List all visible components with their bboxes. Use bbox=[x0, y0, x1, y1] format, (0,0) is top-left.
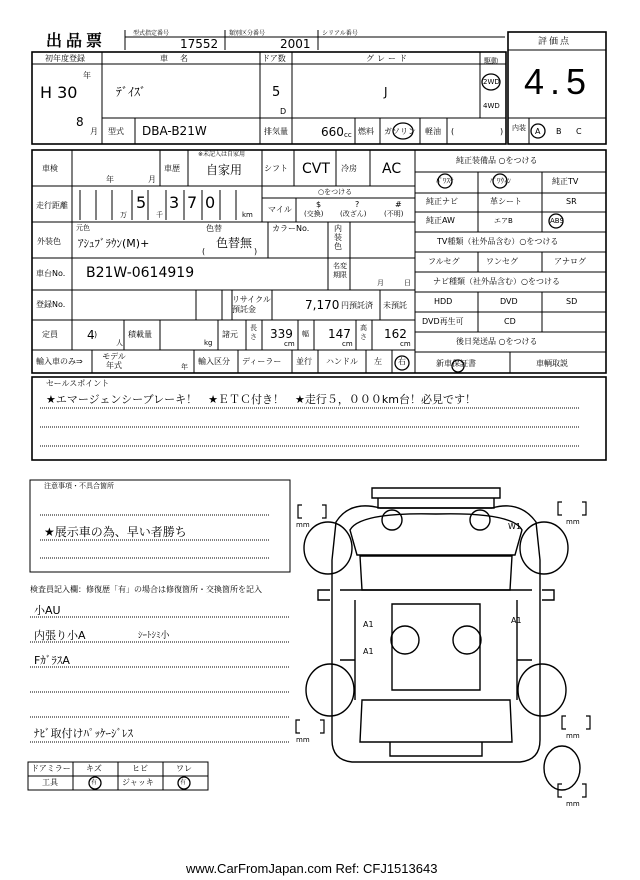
height-unit: cm bbox=[400, 340, 411, 348]
watermark: www.CarFromJapan.com Ref: CFJ1513643 bbox=[186, 861, 438, 876]
color-label: 外装色 bbox=[37, 237, 61, 246]
mileage-digit-5: 7 bbox=[187, 193, 198, 212]
repaint-paren-close: ) bbox=[254, 247, 258, 256]
history-label: 車歴 bbox=[164, 164, 180, 173]
meter-opt-2: (改ざん) bbox=[340, 210, 367, 218]
mileage-unit-km: km bbox=[242, 211, 253, 219]
notes-label: 注意事項・不具合箇所 bbox=[44, 482, 114, 490]
dealer-option: ディーラー bbox=[242, 357, 282, 366]
grade-value: J bbox=[384, 85, 388, 99]
serial-label: シリアル番号 bbox=[322, 30, 358, 37]
mileage-label: 走行距離 bbox=[36, 201, 68, 210]
sales-label: セールスポイント bbox=[46, 379, 110, 388]
interior-color-label: 内装色 bbox=[334, 224, 342, 251]
meter-opt-sym-2: ? bbox=[355, 200, 360, 209]
first-reg-label: 初年度登録 bbox=[45, 54, 85, 63]
tire-unit-fr: mm bbox=[566, 518, 580, 526]
mileage-digit-6: 0 bbox=[205, 193, 216, 212]
tv-label: TV種類（社外品含む）○をつける bbox=[437, 237, 559, 246]
notes-text: ★展示車の為、早い者勝ち bbox=[44, 525, 187, 539]
later-warranty: 新車保証書 bbox=[436, 359, 476, 368]
recycle-not: 未預託 bbox=[383, 301, 407, 310]
later-label: 後日発送品 ○をつける bbox=[456, 337, 538, 346]
sales-text: ★エマージェンシーブレーキ！ ★ＥＴＣ付き！ ★走行５，０００km台！必見です！ bbox=[46, 393, 476, 406]
load-label: 積載量 bbox=[128, 330, 152, 339]
repaint-label: 色替 bbox=[206, 224, 222, 233]
year-unit: 年 bbox=[83, 71, 91, 80]
equip-power-window: ﾊﾟﾜｳｨﾝ bbox=[490, 177, 511, 185]
inspector-label: 検査員記入欄：修復歴「有」の場合は修復箇所・交換箇所を記入 bbox=[30, 585, 262, 594]
damage-mark-a1-2: A1 bbox=[511, 616, 522, 625]
width-unit: cm bbox=[342, 340, 353, 348]
model-year-unit: 年 bbox=[181, 363, 188, 371]
tv-oneseg: ワンセグ bbox=[486, 257, 518, 266]
name-change-month-unit: 月 bbox=[377, 279, 384, 287]
category-no: 2001 bbox=[280, 37, 311, 51]
check-header-mirror: ドアミラー bbox=[31, 764, 71, 773]
check-jack-mark: 有 bbox=[180, 779, 187, 786]
equip-genuine-navi: 純正ナビ bbox=[426, 197, 458, 206]
meter-opt-sym-3: # bbox=[395, 200, 402, 209]
equip-sunroof: SR bbox=[566, 197, 577, 206]
fuel-diesel: 軽油 bbox=[425, 127, 441, 136]
mileage-unit-man: 万 bbox=[120, 211, 127, 219]
shift-label: シフト bbox=[264, 164, 288, 173]
meter-opt-sym-1: $ bbox=[316, 200, 322, 209]
model-value: DBA-B21W bbox=[142, 124, 207, 138]
doors-label: ドア数 bbox=[262, 54, 286, 63]
car-diagram bbox=[304, 488, 580, 790]
ac-value: AC bbox=[382, 161, 402, 177]
chassis-label: 車台No. bbox=[36, 269, 66, 278]
handle-left: 左 bbox=[374, 357, 382, 366]
meter-label: マイル bbox=[268, 205, 292, 214]
check-header-scratch: キズ bbox=[86, 764, 102, 773]
category-label: 類別区分番号 bbox=[229, 30, 266, 37]
fuel-gasoline: ガソリン bbox=[384, 127, 416, 136]
genuine-label: 純正装備品 ○をつける bbox=[456, 156, 538, 165]
displacement-label: 排気量 bbox=[264, 127, 288, 136]
check-jack: ジャッキ bbox=[122, 778, 154, 787]
damage-mark-a1-1: A1 bbox=[363, 620, 374, 629]
tv-analog: アナログ bbox=[554, 257, 586, 266]
navi-dvd: DVD bbox=[500, 297, 518, 306]
width-value: 147 bbox=[328, 327, 351, 341]
dims-label: 諸元 bbox=[222, 330, 238, 339]
page-title: 出品票 bbox=[46, 31, 107, 50]
navi-hdd: HDD bbox=[434, 297, 453, 306]
inspector-line-2: 内張り小A bbox=[34, 629, 86, 642]
shaken-month-unit: 月 bbox=[148, 175, 156, 184]
repaint-paren-open: ( bbox=[202, 247, 206, 256]
fuel-label: 燃料 bbox=[358, 127, 374, 136]
interior-grade-a: A bbox=[535, 127, 541, 136]
car-name-label: 車 名 bbox=[160, 54, 190, 63]
navi-dvd-play: DVD再生可 bbox=[422, 317, 464, 326]
equip-abs: ABS bbox=[550, 217, 564, 225]
inspector-line-2-extra: ｼｰﾄｼﾐ小 bbox=[138, 631, 170, 641]
shift-value: CVT bbox=[302, 161, 330, 177]
name-change-day-unit: 日 bbox=[404, 279, 411, 287]
load-unit: kg bbox=[204, 339, 213, 347]
interior-grade-b: B bbox=[556, 127, 562, 136]
type-approval-label: 型式指定番号 bbox=[133, 30, 170, 37]
width-label: 幅 bbox=[302, 330, 309, 338]
model-year-label: モデル年式 bbox=[102, 352, 126, 370]
length-label: 長さ bbox=[250, 324, 257, 341]
name-change-label: 名変期限 bbox=[333, 262, 347, 279]
drive-2wd: 2WD bbox=[483, 78, 500, 86]
doors-value: 5 bbox=[272, 85, 281, 100]
check-tools: 工具 bbox=[42, 778, 58, 787]
damage-mark-w1: W1 bbox=[508, 522, 521, 531]
repaint-value: 色替無 bbox=[216, 236, 253, 250]
shaken-label: 車検 bbox=[42, 164, 58, 173]
damage-mark-a1-3: A1 bbox=[363, 647, 374, 656]
drive-label: 駆動 bbox=[484, 57, 498, 65]
meter-opt-1: (交換) bbox=[304, 210, 324, 218]
color-no-label: カラーNo. bbox=[272, 224, 310, 233]
fuel-paren-open: ( bbox=[451, 127, 455, 136]
inspector-line-5: ﾅﾋﾞ取付けﾊﾟｯｹｰｼﾞﾚｽ bbox=[34, 727, 133, 740]
recycle-amount: 7,170 bbox=[305, 298, 340, 312]
history-value: 自家用 bbox=[206, 163, 243, 177]
navi-sd: SD bbox=[566, 297, 578, 306]
ac-label: 冷房 bbox=[341, 164, 357, 173]
height-value: 162 bbox=[384, 327, 407, 341]
rating-value: 4.5 bbox=[524, 61, 593, 102]
meter-note: ○をつける bbox=[318, 188, 353, 196]
doors-suffix: D bbox=[280, 107, 287, 116]
check-header-break: ワレ bbox=[176, 764, 192, 773]
capacity-value: 4 bbox=[87, 328, 95, 342]
color-original-label: 元色 bbox=[76, 224, 90, 232]
tire-unit-rl: mm bbox=[296, 736, 310, 744]
meter-opt-3: (不明) bbox=[384, 210, 404, 218]
import-type-label: 輸入区分 bbox=[198, 357, 230, 366]
length-unit: cm bbox=[284, 340, 295, 348]
recycle-unit: 円預託済 bbox=[341, 301, 373, 310]
month-unit: 月 bbox=[90, 127, 98, 136]
mileage-digit-3: 5 bbox=[136, 193, 147, 212]
equip-genuine-aw: 純正AW bbox=[426, 216, 455, 225]
capacity-label: 定員 bbox=[42, 330, 58, 339]
check-header-crack: ヒビ bbox=[132, 764, 148, 773]
model-label: 型式 bbox=[108, 127, 124, 136]
handle-label: ハンドル bbox=[326, 357, 358, 366]
first-reg-year: H 30 bbox=[40, 83, 78, 102]
tv-fullseg: フルセグ bbox=[428, 257, 460, 266]
mileage-digit-4: 3 bbox=[169, 193, 180, 212]
displacement-unit: cc bbox=[344, 131, 352, 139]
recycle-label: リサイクル預託金 bbox=[232, 295, 271, 314]
chassis-value: B21W-0614919 bbox=[86, 265, 195, 281]
navi-label: ナビ種類（社外品含む）○をつける bbox=[433, 277, 560, 286]
tire-unit-rr: mm bbox=[566, 732, 580, 740]
drive-4wd: 4WD bbox=[483, 102, 500, 110]
inspector-line-3: FｶﾞﾗｽA bbox=[34, 654, 70, 667]
interior-label: 内装 bbox=[512, 124, 526, 132]
import-label: 輸入車のみ⇒ bbox=[36, 357, 83, 366]
equip-power-steering: ﾊﾟﾜｽﾃ bbox=[436, 177, 454, 185]
height-label: 高さ bbox=[360, 324, 367, 341]
mileage-unit-sen: 千 bbox=[156, 211, 163, 219]
reg-no-label: 登録No. bbox=[36, 300, 66, 309]
color-original: ｱｼｭﾌﾞﾗｳﾝ(M)+ bbox=[78, 237, 150, 250]
shaken-year-unit: 年 bbox=[106, 175, 114, 184]
capacity-paren-close: ) bbox=[94, 330, 98, 339]
interior-grade-c: C bbox=[576, 127, 582, 136]
car-name: ﾃﾞｲｽﾞ bbox=[116, 85, 147, 99]
tire-unit-fl: mm bbox=[296, 521, 310, 529]
rating-label: 評価点 bbox=[538, 37, 572, 47]
displacement-value: 660 bbox=[321, 125, 344, 139]
grade-label: グレード bbox=[366, 54, 410, 63]
inspector-line-1: 小AU bbox=[34, 604, 61, 617]
tire-unit-spare: mm bbox=[566, 800, 580, 808]
parallel-option: 並行 bbox=[296, 357, 312, 366]
check-tools-mark: 有 bbox=[91, 779, 98, 786]
equip-genuine-tv: 純正TV bbox=[552, 177, 579, 186]
handle-right: 右 bbox=[398, 357, 406, 366]
capacity-unit: 人 bbox=[116, 339, 123, 347]
fuel-paren-close: ) bbox=[500, 127, 504, 136]
first-reg-month: 8 bbox=[76, 115, 84, 129]
equip-leather-seat: 革シート bbox=[490, 197, 522, 206]
later-manual: 車輌取説 bbox=[536, 359, 568, 368]
equip-airbag: エアB bbox=[494, 217, 513, 225]
navi-cd: CD bbox=[504, 317, 516, 326]
length-value: 339 bbox=[270, 327, 293, 341]
type-approval-no: 17552 bbox=[180, 37, 219, 51]
history-note: ※未記入は自家用 bbox=[198, 151, 246, 158]
